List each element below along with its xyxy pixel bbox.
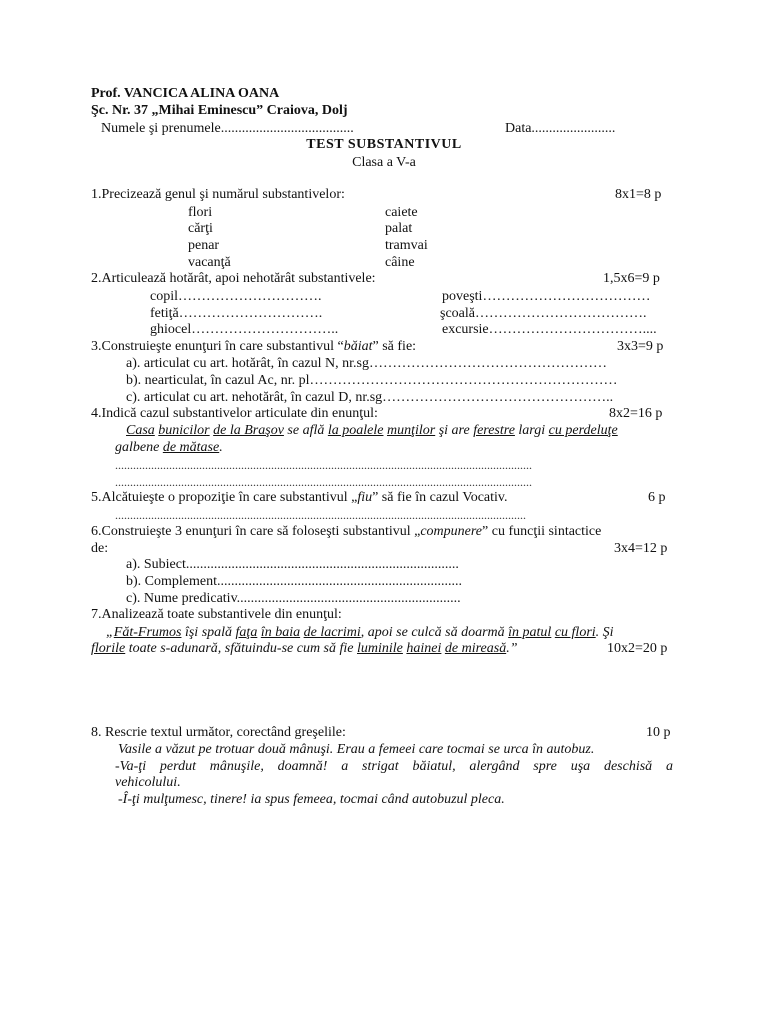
q6-item[interactable]: c). Nume predicativ................................................................	[126, 591, 461, 606]
q3-text-post: ” să fie:	[372, 339, 417, 354]
q2-item[interactable]: fetiţă………………………….	[150, 306, 323, 321]
q5-answer-line[interactable]: .........................................................................................................................................	[115, 508, 526, 522]
q8-line: vehicolului.	[115, 775, 181, 790]
q5-text-pre: 5.Alcătuieşte o propoziţie în care substantivul „	[91, 490, 358, 505]
q6-word: compunere	[420, 524, 483, 539]
q7-noun: Făt-Frumos	[113, 625, 182, 640]
q4-answer-line[interactable]: ...........................................................................................................................................	[115, 458, 532, 472]
q4-noun: bunicilor	[158, 423, 210, 438]
q1-points: 8x1=8 p	[615, 187, 662, 202]
q1-word: vacanţă	[188, 255, 231, 270]
q3-text	[91, 339, 416, 355]
q5-word: fiu	[357, 490, 373, 505]
q7-noun: luminile	[357, 641, 403, 656]
q7-noun: în patul	[508, 625, 552, 640]
q4-noun: ferestre	[473, 423, 515, 438]
q4-answer-line[interactable]: ...........................................................................................................................................	[115, 475, 532, 489]
test-subtitle: Clasa a V-a	[352, 155, 416, 170]
q1-word: caiete	[385, 205, 418, 220]
q2-item[interactable]: şcoală……………………………….	[440, 306, 647, 321]
q5-points: 6 p	[648, 490, 666, 505]
q4-points: 8x2=16 p	[609, 406, 663, 421]
q4-noun: munţilor	[386, 423, 436, 438]
q4-noun: de mătase	[162, 440, 220, 455]
q4-noun: cu perdeluţe	[548, 423, 618, 438]
q8-text: 8. Rescrie textul următor, corectând greşelile:	[91, 725, 346, 740]
q6-text-line2: de:	[91, 541, 109, 556]
q2-item[interactable]: excursie……………………………....	[442, 322, 657, 337]
q5-text-post: ” să fie în cazul Vocativ.	[372, 490, 508, 505]
q1-word: flori	[188, 205, 213, 220]
q8-line: Vasile a văzut pe trotuar două mânuşi. Erau a femeei care tocmai se urca în autobuz.	[118, 742, 595, 757]
q2-item[interactable]: copil………………………….	[150, 289, 322, 304]
q7-text: 7.Analizează toate substantivele din enunţul:	[91, 607, 342, 622]
q8-line: -Va-ţi perdut mânuşile, doamnă! a strigat băiatul, alergând spre uşa deschisă a	[115, 759, 673, 774]
q7-noun: florile	[91, 641, 126, 656]
q6-points: 3x4=12 p	[614, 541, 668, 556]
q6-text-pre: 6.Construieşte 3 enunţuri în care să foloseşti substantivul „	[91, 524, 421, 539]
q7-noun: cu flori	[554, 625, 596, 640]
q3-item[interactable]: a). articulat cu art. hotărât, în cazul N, nr.sg……………………………………………	[126, 356, 607, 371]
q2-text: 2.Articulează hotărât, apoi nehotărât substantivele:	[91, 271, 376, 286]
q3-text-pre: 3.Construieşte enunţuri în care substantivul “	[91, 339, 344, 354]
date-field[interactable]: Data........................	[505, 121, 616, 136]
q7-noun: faţa	[235, 625, 258, 640]
q1-word: tramvai	[385, 238, 428, 253]
q2-item[interactable]: ghiocel…………………………..	[150, 322, 339, 337]
q6-text	[91, 524, 601, 540]
q1-word: penar	[188, 238, 220, 253]
school-line: Şc. Nr. 37 „Mihai Eminescu” Craiova, Dolj	[91, 103, 348, 118]
q7-noun: hainei	[406, 641, 442, 656]
q7-noun: de lacrimi	[303, 625, 361, 640]
q7-sentence-line2: florile toate s-adunară, sfătuindu-se cum să fie luminile hainei de mireasă.”	[91, 641, 518, 656]
author-line: Prof. VANCICA ALINA OANA	[91, 86, 280, 101]
q4-sentence-line1: Casa bunicilor de la Braşov se află la poalele munţilor şi are ferestre largi cu perdeluţe	[126, 423, 618, 438]
q4-noun: la poalele	[327, 423, 384, 438]
q3-item[interactable]: b). nearticulat, în cazul Ac, nr. pl…………………………………………………………	[126, 373, 618, 388]
q8-line: -Î-ţi mulţumesc, tinere! ia spus femeea, tocmai când autobuzul pleca.	[118, 792, 505, 807]
q4-text: 4.Indică cazul substantivelor articulate din enunţul:	[91, 406, 378, 421]
q7-noun: în baia	[260, 625, 301, 640]
q2-points: 1,5x6=9 p	[603, 271, 660, 286]
q8-points: 10 p	[646, 725, 671, 740]
q4-noun: Casa	[126, 423, 155, 438]
q6-item[interactable]: a). Subiect..............................................................................	[126, 557, 459, 572]
q7-points: 10x2=20 p	[607, 641, 668, 656]
q7-sentence-line1: „Făt-Frumos îşi spală faţa în baia de lacrimi, apoi se culcă să doarmă în patul cu flori. Şi	[106, 625, 614, 640]
q4-sentence-line2: galbene de mătase.	[115, 440, 223, 455]
q3-word: băiat	[343, 339, 373, 354]
q1-text: 1.Precizează genul şi numărul substantivelor:	[91, 187, 345, 202]
name-field[interactable]: Numele şi prenumele......................................	[101, 121, 354, 136]
q1-word: cărţi	[188, 221, 213, 236]
q3-item[interactable]: c). articulat cu art. nehotărât, în cazul D, nr.sg…………………………………………..	[126, 390, 614, 405]
test-title: TEST SUBSTANTIVUL	[306, 137, 462, 152]
q1-word: palat	[385, 221, 413, 236]
q6-text-post: ” cu funcţii sintactice	[482, 524, 602, 539]
q6-item[interactable]: b). Complement......................................................................	[126, 574, 462, 589]
q2-item[interactable]: poveşti………………………………	[442, 289, 651, 304]
q5-text	[91, 490, 508, 506]
q3-points: 3x3=9 p	[617, 339, 664, 354]
q1-word: câine	[385, 255, 415, 270]
q4-noun: de la Braşov	[213, 423, 284, 438]
q7-noun: de mireasă	[444, 641, 507, 656]
